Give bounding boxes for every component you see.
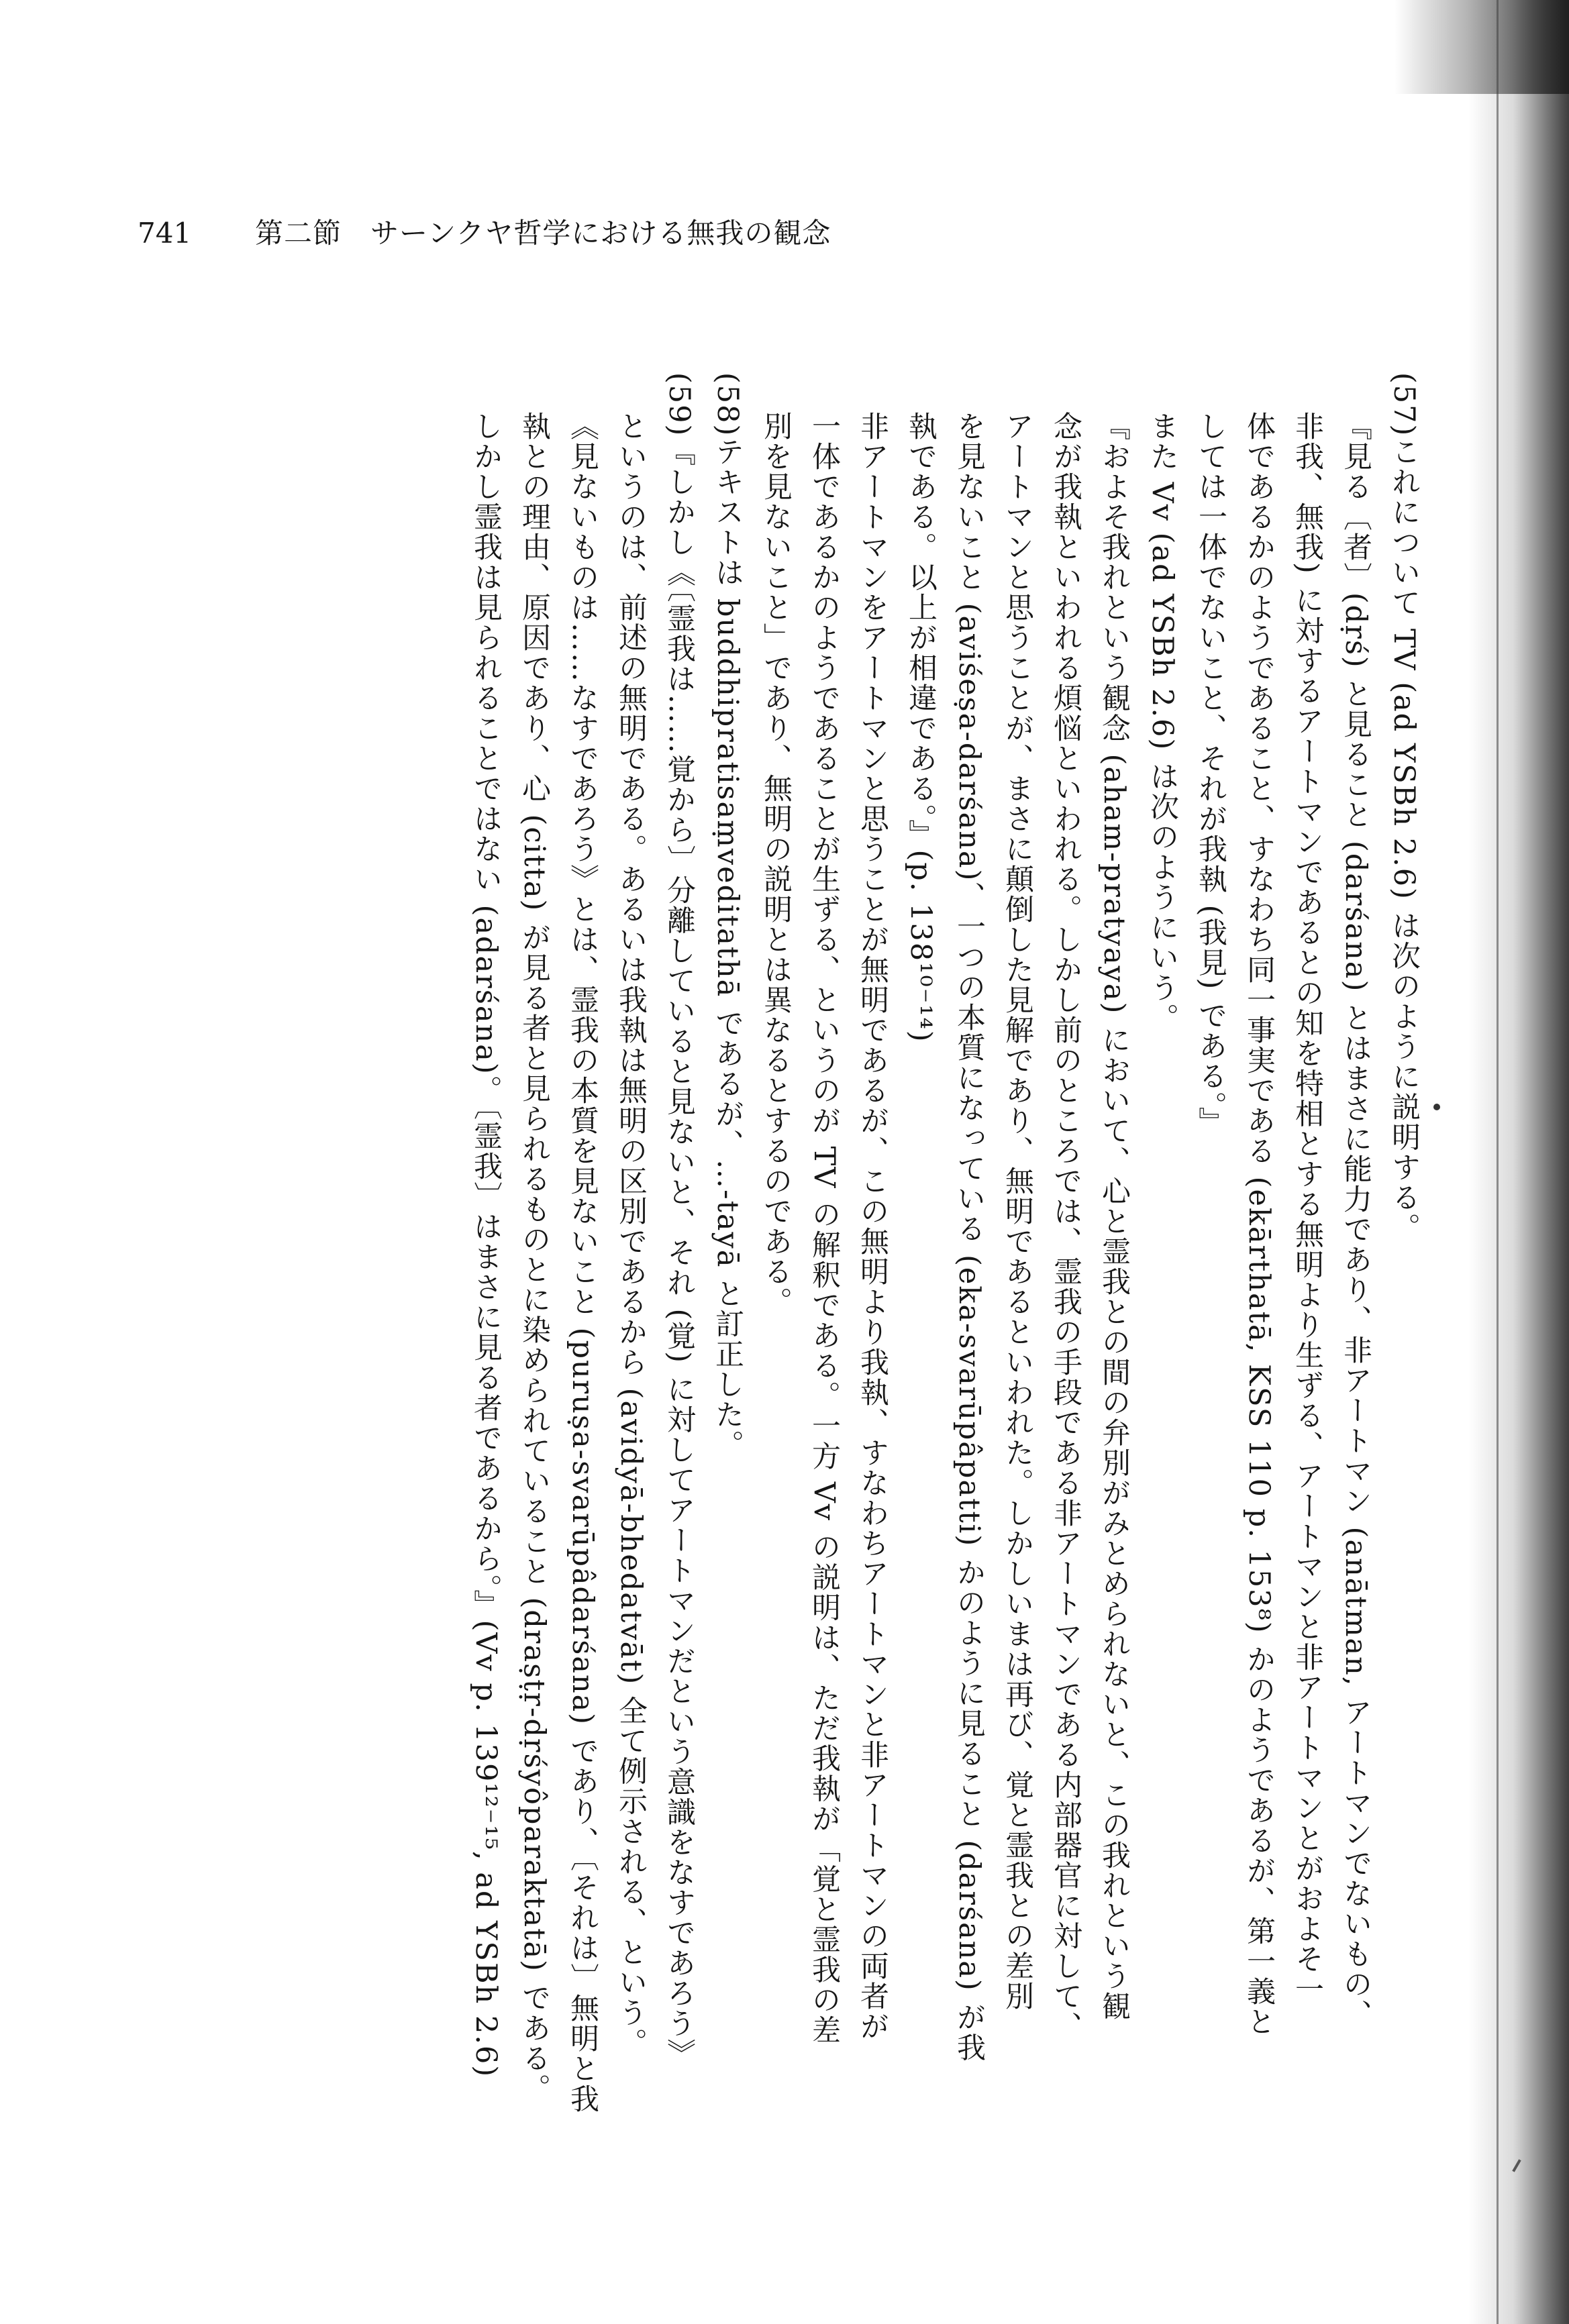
note-57-line-9: アートマンと思うことが、まさに顛倒した見解であり、無明であるといわれた。しかしいまは再び、覚と霊我との差別 xyxy=(1001,411,1034,2011)
note-57-line-8: 念が我執といわれる煩悩といわれる。しかし前のところでは、霊我の手段である非アートマンである内部器官に対して、 xyxy=(1049,411,1082,2042)
note-59-line-4: 執との理由、原因であり、心 (citta) が見る者と見られるものとに染められていること (draṣṭṛ-dṛśyôparaktatā) である。 xyxy=(517,411,551,2104)
page-number: 741 xyxy=(138,217,192,250)
note-57-line-13: 一体であるかのようであることが生ずる、というのが TV の解釈である。一方 Vv の説明は、ただ我執が「覚と霊我の差 xyxy=(807,411,841,2046)
running-header xyxy=(0,213,872,254)
note-59-text-1: 『しかし《〔霊我は……覚から〕分離していると見ないと、それ (覚) に対してアートマンだという意識をなすであろう》 xyxy=(662,437,696,2069)
note-59-line-5: しかし霊我は見られることではない (adarśana)。〔霊我〕はまさに見る者であるから。』(Vv p. 139¹²⁻¹⁵, ad YSBh 2.6) xyxy=(469,411,503,2078)
note-57-line-10: を見ないこと (aviśeṣa-darśana)、一つの本質になっている (eka-svarūpâpatti) かのように見ること (darśana) が我 xyxy=(952,411,986,2063)
note-58-mark: (58) xyxy=(711,372,744,437)
note-57-line-6: また Vv (ad YSBh 2.6) は次のようにいう。 xyxy=(1146,411,1179,1033)
scanner-shadow xyxy=(1468,0,1569,2324)
note-57-text-1: これについて TV (ad YSBh 2.6) は次のように説明する。 xyxy=(1387,437,1421,1243)
note-57-mark: (57) xyxy=(1387,372,1421,437)
note-57-line-5: しては一体でないこと、それが我執 (我見) である。』 xyxy=(1194,411,1227,1138)
note-58-text-1: テキストは buddhipratisaṃveditathā であるが、…-tayā と訂正した。 xyxy=(711,437,744,1461)
scan-speck xyxy=(1433,1104,1440,1110)
note-57-line-3: 非我、無我) に対するアートマンであるとの知を特相とする無明より生ずる、アートマンと非アートマンとがおよそ一 xyxy=(1290,411,1324,2005)
scanner-shadow-corner xyxy=(1395,0,1569,94)
note-59-line-3: 《見ないものは……なすであろう》とは、霊我の本質を見ないこと (puruṣa-svarūpâdarśana) であり、〔それは〕無明と我 xyxy=(566,411,599,2115)
note-57-line-7: 『およそ我れという観念 (aham-pratyaya) において、心と霊我との間の弁別がみとめられないと、この我れという観 xyxy=(1097,411,1131,2022)
note-57-line-4: 体であるかのようであること、すなわち同一事実である (ekārthatā, KSS 110 p. 153⁸) かのようであるが、第一義と xyxy=(1242,411,1276,2038)
footnote-text-block xyxy=(113,372,1428,2117)
note-57-line-11: 執である。以上が相違である。』(p. 138¹⁰⁻¹⁴) xyxy=(904,411,938,1043)
note-57-line-1 xyxy=(1380,372,1428,2117)
note-58-line-1 xyxy=(703,372,752,2117)
note-57-line-14: 別を見ないこと」であり、無明の説明とは異なるとするのである。 xyxy=(759,411,793,1317)
note-57-line-12: 非アートマンをアートマンと思うことが無明であるが、この無明より我執、すなわちアートマンと非アートマンの両者が xyxy=(856,411,889,2042)
chapter-title: 第二節 サーンクヤ哲学における無我の観念 xyxy=(255,217,831,250)
page-edge-line xyxy=(1497,0,1499,2324)
note-59-mark: (59) xyxy=(662,372,696,437)
note-57-line-2: 『見る〔者〕(dṛś) と見ること (darśana) とはまさに能力であり、非アートマン (anātman, アートマンでないもの、 xyxy=(1339,411,1372,2030)
note-59-line-2: というのは、前述の無明である。あるいは我執は無明の区別であるから (avidyā-bhedatvāt) 全て例示される、という。 xyxy=(614,411,648,2058)
note-59-line-1 xyxy=(655,372,703,2117)
